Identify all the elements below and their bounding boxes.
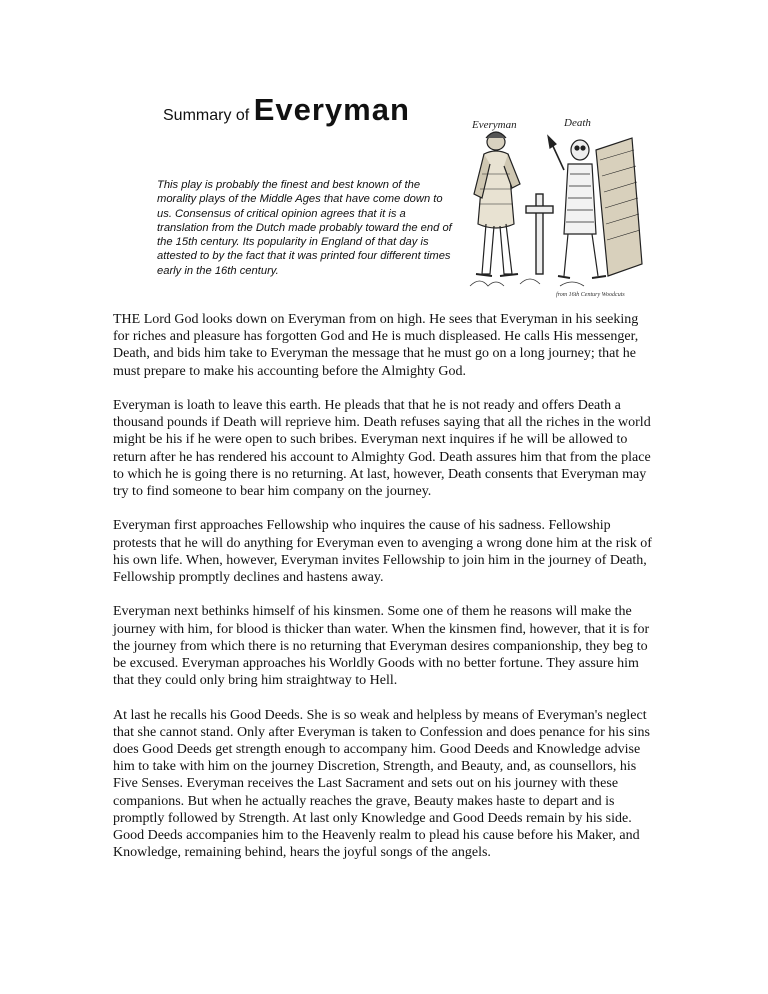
paragraph: THE Lord God looks down on Everyman from on high. He sees that Everyman in his seeking for riches and pleasure has forgotten God and He is much displeased. He calls His messenger, Death, and bids him take to Everyman the message that he must go on a long journey; that he must prepare to make his accounting before the Almighty God.: [113, 312, 639, 379]
page-title: [163, 92, 410, 128]
paragraph: Everyman first approaches Fellowship who inquires the cause of his sadness. Fellowship protests that he will do anything for Everyman even to avenging a wrong done him at the risk of his own life. When, however, Everyman invites Fellowship to join him in the journey of Death, Fellowship promptly declines and hastens away.: [113, 518, 652, 586]
paragraph: Everyman is loath to leave this earth. He pleads that that he is not ready and offers Death a thousand pounds if Death will reprieve him. Death refuses saying that all the riches in the world might be his if he were open to such bribes. Everyman next inquires if he will be allowed to return after he has rendered his account to Almighty God. Death assures him that from the place to which he is going there is no returning. At last, however, Death consents that Everyman may try to find someone to bear him company on the journey.: [113, 398, 651, 500]
title-prefix: Summary of: [163, 107, 250, 124]
label-everyman: Everyman: [472, 119, 517, 131]
woodcut-illustration: [460, 114, 660, 300]
paragraph: Everyman next bethinks himself of his kinsmen. Some one of them he reasons will make the journey with him, for blood is thicker than water. When the kinsmen find, however, that it is for the journey from which there is no returning that Everyman desires companionship, they beg to be excused. Everyman approaches his Worldly Goods with no better fortune. They assure him that they could only bring him straightway to Hell.: [113, 604, 650, 689]
summary-body: [113, 311, 653, 879]
title-main: Everyman: [253, 92, 410, 127]
death-figure: [548, 136, 642, 278]
illustration-caption: from 16th Century Woodcuts: [556, 292, 625, 298]
paragraph: At last he recalls his Good Deeds. She is so weak and helpless by means of Everyman's neglect that she cannot stand. Only after Everyman is taken to Confession and does penance for his sins does Good Deeds get strength enough to accompany him. Good Deeds and Knowledge advise him to take with him on the journey Discretion, Strength, and Beauty, and, as counsellors, his Five Senses. Everyman receives the Last Sacrament and sets out on his journey with these companions. But when he actually reaches the grave, Beauty makes haste to depart and is promptly followed by Strength. At last only Knowledge and Good Deeds remain by his side. Good Deeds accompanies him to the Heavenly realm to plead his cause before his Maker, and Knowledge, remaining behind, hears the joyful songs of the angels.: [113, 707, 650, 861]
ground-plants: [470, 279, 584, 286]
cross-icon: [526, 194, 553, 274]
label-death: Death: [564, 117, 591, 129]
everyman-figure: [474, 132, 520, 276]
intro-paragraph: This play is probably the finest and best known of the morality plays of the Middle Ages that have come down to us. Consensus of critical opinion agrees that it is a translation from the Dutch made probably toward the end of the 15th century. Its popularity in England of that day is attested to by the fact that it was printed four different times early in the 16th century.: [157, 179, 452, 277]
